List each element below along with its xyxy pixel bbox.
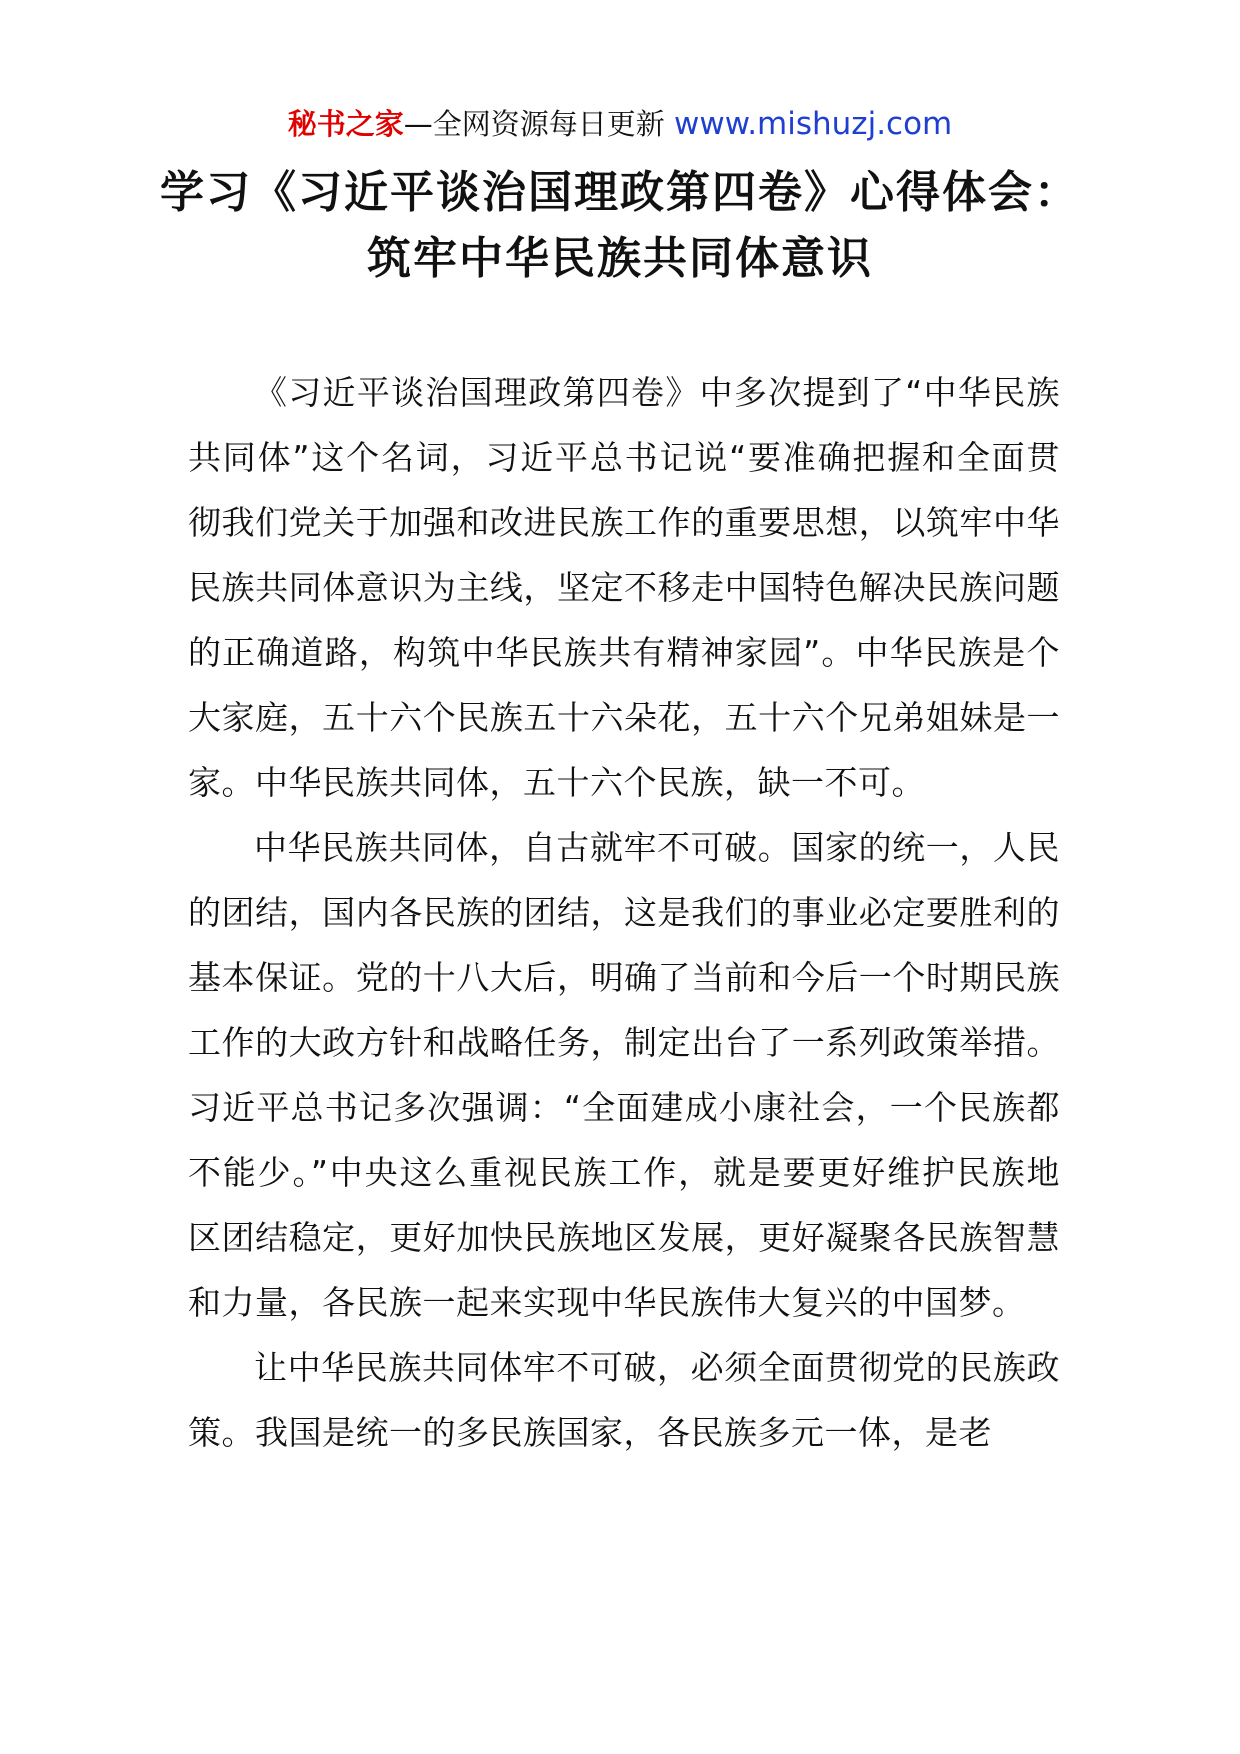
document-title: 学习《习近平谈治国理政第四卷》心得体会：筑牢中华民族共同体意识 <box>160 167 1080 284</box>
paragraph-3: 让中华民族共同体牢不可破，必须全面贯彻党的民族政策。我国是统一的多民族国家，各民族多元一体，是老 <box>188 1348 1060 1452</box>
paragraph-2: 中华民族共同体，自古就牢不可破。国家的统一，人民的团结，国内各民族的团结，这是我们的事业必定要胜利的基本保证。党的十八大后，明确了当前和今后一个时期民族工作的大政方针和战略任务，制定出台了一系列政策举措。习近平总书记多次强调：“全面建成小康社会，一个民族都不能少。”中央这么重视民族工作，就是要更好维护民族地区团结稳定，更好加快民族地区发展，更好凝聚各民族智慧和力量，各民族一起来实现中华民族伟大复兴的中国梦。 <box>188 828 1060 1322</box>
site-header <box>0 104 1240 144</box>
brand-name: 秘书之家 <box>287 107 404 141</box>
paragraph-1: 《习近平谈治国理政第四卷》中多次提到了“中华民族共同体”这个名词，习近平总书记说“要准确把握和全面贯彻我们党关于加强和改进民族工作的重要思想，以筑牢中华民族共同体意识为主线，坚定不移走中国特色解决民族问题的正确道路，构筑中华民族共有精神家园”。中华民族是个大家庭，五十六个民族五十六朵花，五十六个兄弟姐妹是一家。中华民族共同体，五十六个民族，缺一不可。 <box>188 373 1060 802</box>
header-tagline: —全网资源每日更新 <box>403 107 665 141</box>
document-body <box>188 360 1060 1465</box>
site-url[interactable]: www.mishuzj.com <box>673 106 953 142</box>
